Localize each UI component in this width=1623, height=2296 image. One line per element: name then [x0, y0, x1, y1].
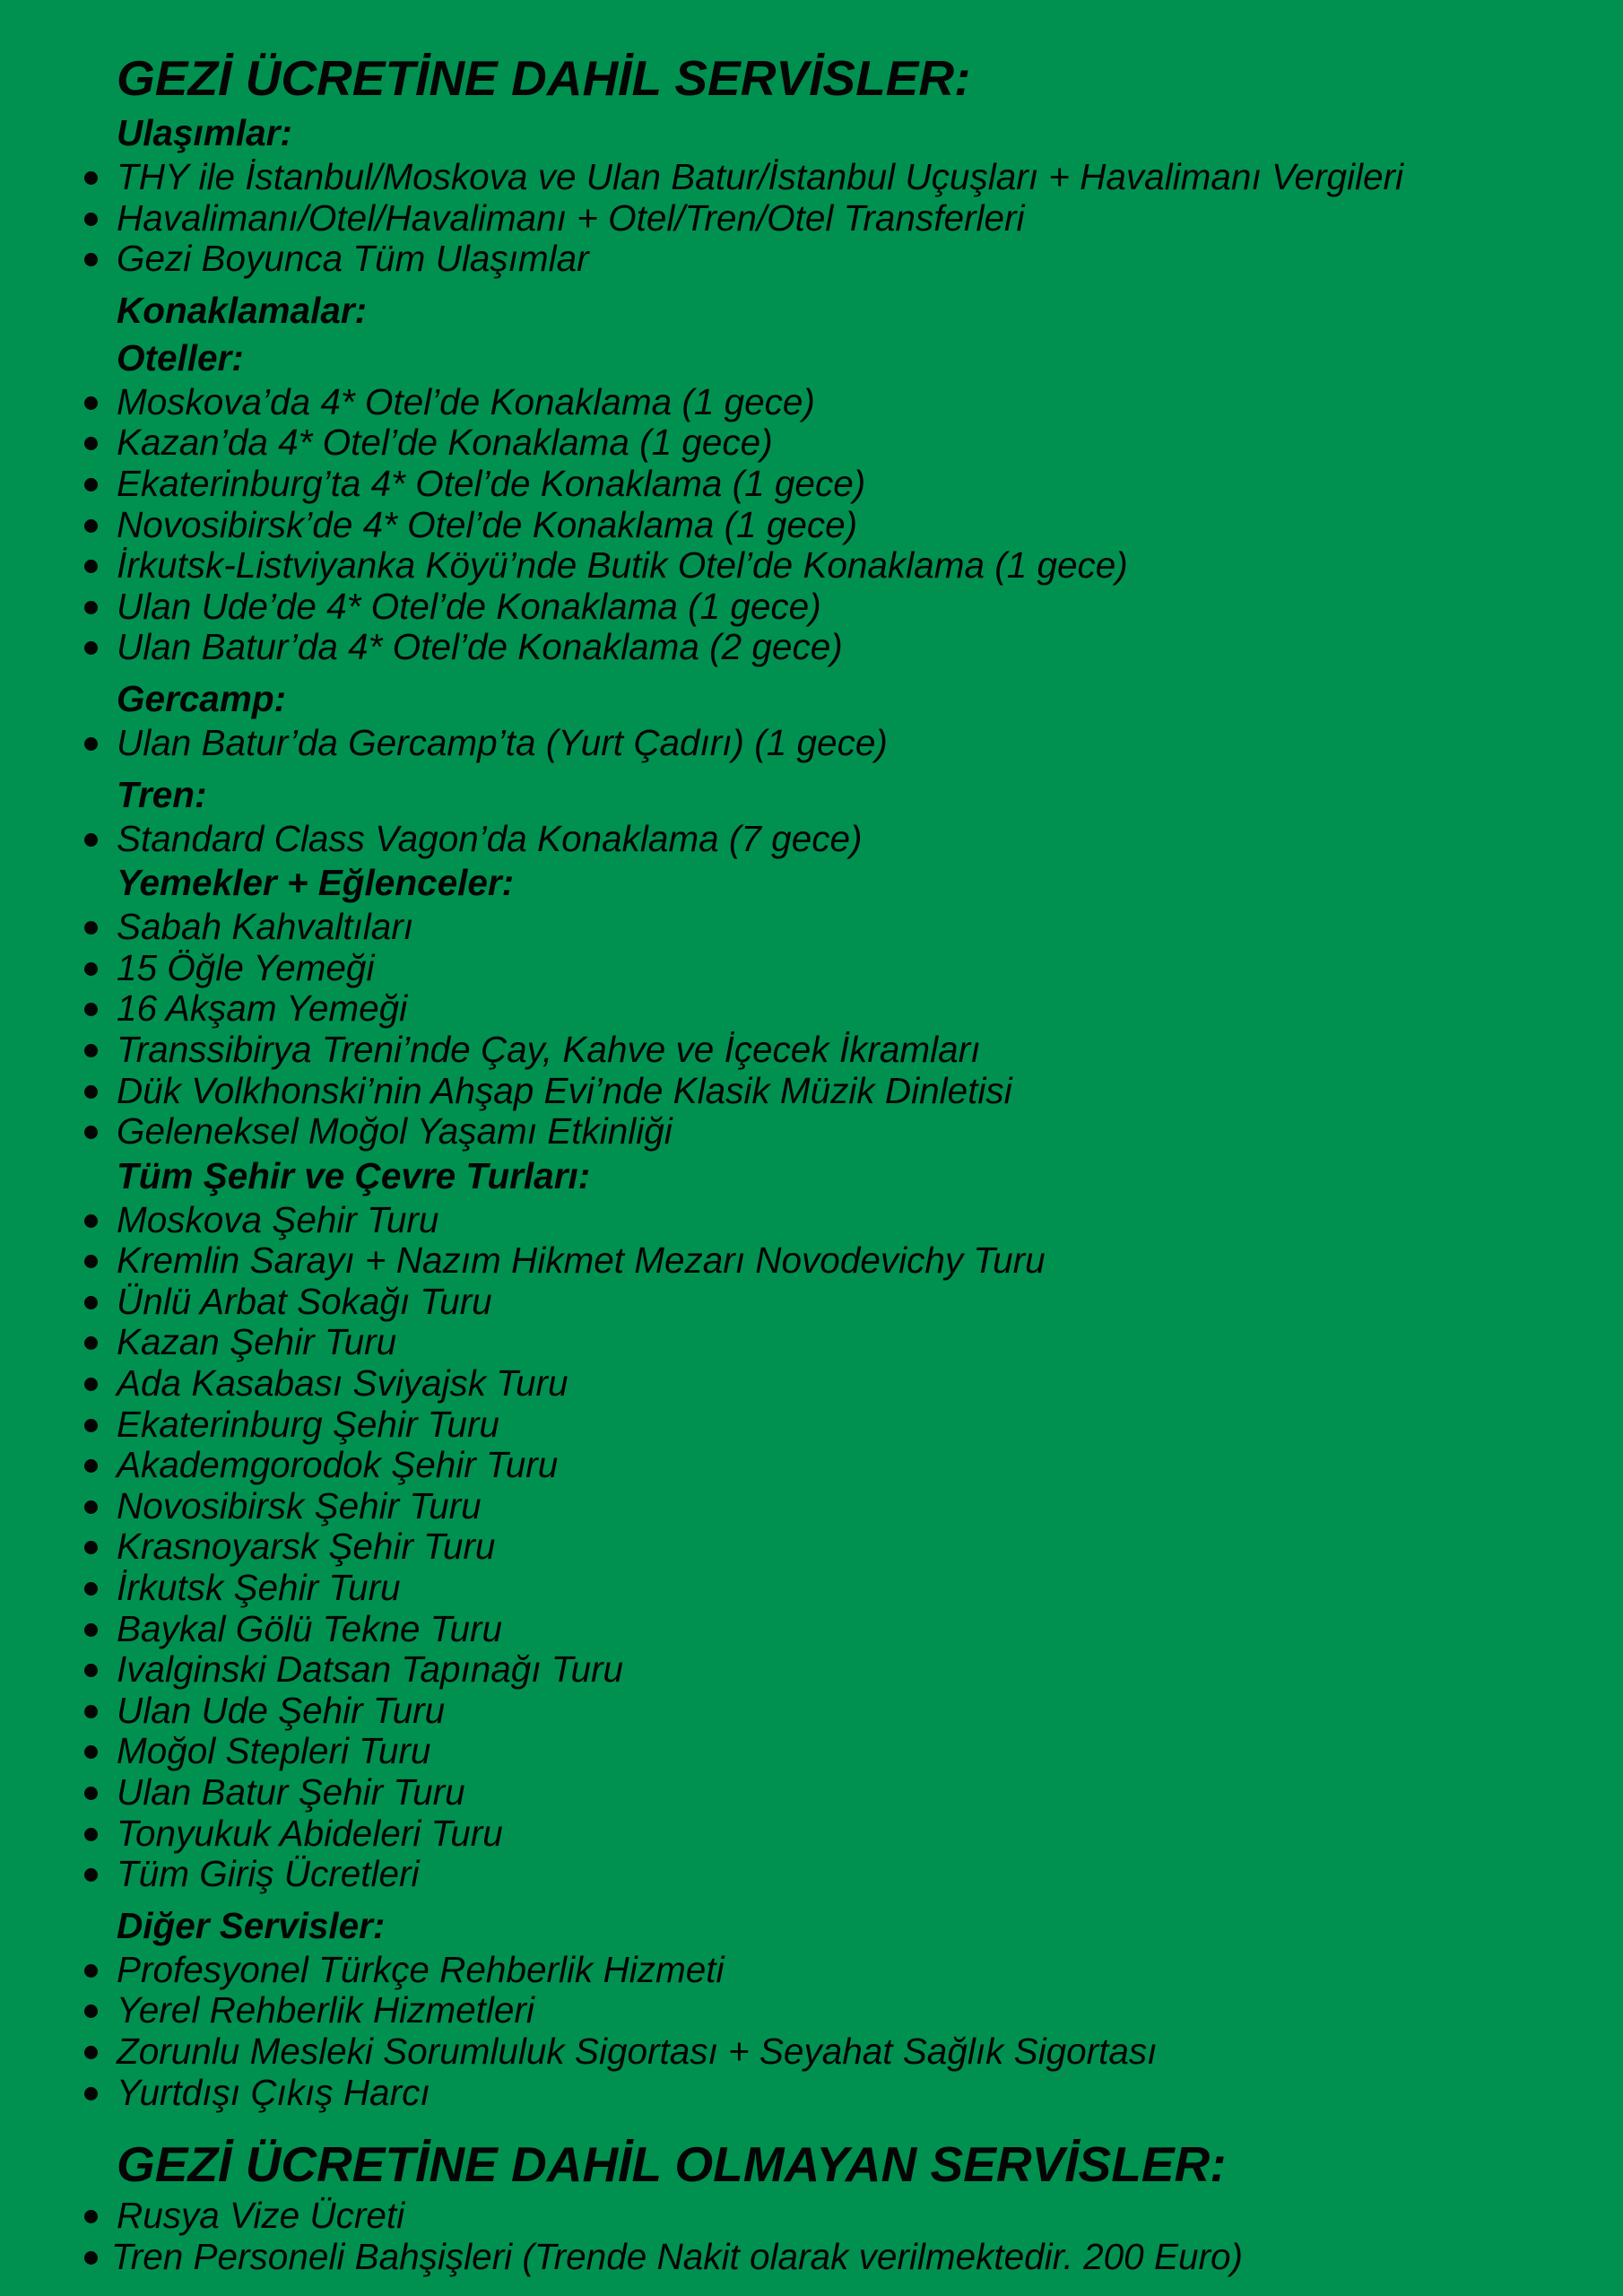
list-item: Moğol Stepleri Turu — [0, 1731, 1623, 1772]
transport-section-title: Ulaşımlar: — [117, 112, 292, 153]
list-item: Ulan Batur’da 4* Otel’de Konaklama (2 gece) — [0, 627, 1623, 668]
list-item: Ekaterinburg’ta 4* Otel’de Konaklama (1 gece) — [0, 464, 1623, 505]
list-item: Ulan Ude’de 4* Otel’de Konaklama (1 gece) — [0, 587, 1623, 628]
list-item: Ulan Batur’da Gercamp’ta (Yurt Çadırı) (1 gece) — [0, 723, 1623, 764]
list-item: Geleneksel Moğol Yaşamı Etkinliği — [0, 1111, 1623, 1152]
list-item: Tüm Giriş Ücretleri — [0, 1854, 1623, 1895]
list-item: Yerel Rehberlik Hizmetleri — [0, 1990, 1623, 2031]
list-item: Gezi Boyunca Tüm Ulaşımlar — [0, 239, 1623, 280]
gercamp-list — [0, 723, 1623, 764]
train-section-title: Tren: — [117, 773, 207, 815]
other-services-list — [0, 1950, 1623, 2113]
list-item: Yurtdışı Çıkış Harcı — [0, 2073, 1623, 2114]
list-item: Zorunlu Mesleki Sorumluluk Sigortası + Seyahat Sağlık Sigortası — [0, 2031, 1623, 2073]
list-item: Ulan Ude Şehir Turu — [0, 1691, 1623, 1732]
list-item: 16 Akşam Yemeği — [0, 988, 1623, 1030]
tours-list — [0, 1200, 1623, 1895]
gercamp-section-title: Gercamp: — [117, 677, 287, 719]
list-item: İrkutsk Şehir Turu — [0, 1568, 1623, 1609]
meals-section-title: Yemekler + Eğlenceler: — [117, 862, 515, 904]
list-item: Standard Class Vagon’da Konaklama (7 gece) — [0, 819, 1623, 860]
list-item: Ünlü Arbat Sokağı Turu — [0, 1282, 1623, 1323]
list-item: THY ile İstanbul/Moskova ve Ulan Batur/İstanbul Uçuşları + Havalimanı Vergileri — [0, 157, 1623, 198]
list-item: 15 Öğle Yemeği — [0, 948, 1623, 989]
meals-list — [0, 907, 1623, 1152]
train-list — [0, 819, 1623, 860]
other-services-section-title: Diğer Servisler: — [117, 1904, 386, 1946]
tours-section-title: Tüm Şehir ve Çevre Turları: — [117, 1154, 591, 1196]
list-item: Tren Personeli Bahşişleri (Trende Nakit olarak verilmektedir. 200 Euro) — [0, 2237, 1623, 2278]
list-item: Ada Kasabası Sviyajsk Turu — [0, 1363, 1623, 1405]
list-item: Krasnoyarsk Şehir Turu — [0, 1526, 1623, 1568]
list-item: Novosibirsk’de 4* Otel’de Konaklama (1 gece) — [0, 505, 1623, 546]
list-item: Havalimanı/Otel/Havalimanı + Otel/Tren/Otel Transferleri — [0, 198, 1623, 239]
list-item: Sabah Kahvaltıları — [0, 907, 1623, 948]
hotels-section-title: Oteller: — [117, 336, 244, 378]
list-item: Ekaterinburg Şehir Turu — [0, 1405, 1623, 1446]
list-item: İrkutsk-Listviyanka Köyü’nde Butik Otel’de Konaklama (1 gece) — [0, 545, 1623, 587]
accommodation-section-title: Konaklamalar: — [117, 289, 368, 331]
transport-list — [0, 157, 1623, 280]
list-item: Rusya Vize Ücreti — [0, 2196, 1623, 2237]
list-item: Dük Volkhonski’nin Ahşap Evi’nde Klasik Müzik Dinletisi — [0, 1071, 1623, 1112]
list-item: Ulan Batur Şehir Turu — [0, 1772, 1623, 1813]
list-item: Moskova’da 4* Otel’de Konaklama (1 gece) — [0, 382, 1623, 423]
list-item: Kazan Şehir Turu — [0, 1322, 1623, 1363]
list-item: Profesyonel Türkçe Rehberlik Hizmeti — [0, 1950, 1623, 1991]
list-item: Akademgorodok Şehir Turu — [0, 1445, 1623, 1486]
hotels-list — [0, 382, 1623, 668]
list-item: Tonyukuk Abideleri Turu — [0, 1813, 1623, 1855]
excluded-services-list — [0, 2196, 1623, 2277]
list-item: Moskova Şehir Turu — [0, 1200, 1623, 1241]
excluded-services-heading: GEZİ ÜCRETİNE DAHİL OLMAYAN SERVİSLER: — [117, 2136, 1227, 2193]
included-services-heading: GEZİ ÜCRETİNE DAHİL SERVİSLER: — [117, 50, 971, 106]
list-item: Kazan’da 4* Otel’de Konaklama (1 gece) — [0, 422, 1623, 464]
list-item: Ivalginski Datsan Tapınağı Turu — [0, 1649, 1623, 1691]
list-item: Novosibirsk Şehir Turu — [0, 1486, 1623, 1527]
list-item: Transsibirya Treni’nde Çay, Kahve ve İçecek İkramları — [0, 1030, 1623, 1071]
list-item: Kremlin Sarayı + Nazım Hikmet Mezarı Novodevichy Turu — [0, 1240, 1623, 1282]
list-item: Baykal Gölü Tekne Turu — [0, 1609, 1623, 1650]
